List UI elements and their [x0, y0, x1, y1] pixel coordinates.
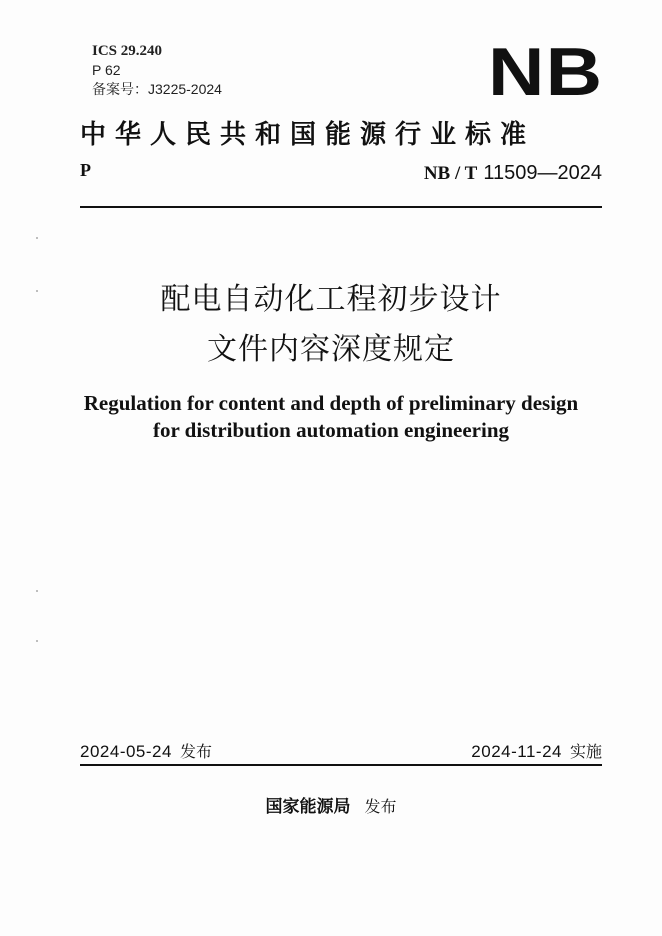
publish-label: 发布 [179, 742, 212, 761]
standard-number-prefix: NB / T [423, 163, 478, 184]
standard-number-value: 11509—2024 [483, 162, 602, 184]
publish-date-row [80, 739, 212, 762]
scan-speck [36, 237, 38, 239]
top-divider [80, 206, 602, 208]
classification-block [92, 42, 222, 99]
issuer-line [0, 792, 662, 817]
nb-logo: NB [488, 34, 604, 110]
scan-speck [36, 590, 38, 592]
scan-speck [36, 640, 38, 642]
standard-number [424, 162, 602, 185]
category-code: P 62 [92, 62, 121, 78]
standard-organization-title: 中华人民共和国能源行业标准 [80, 120, 536, 150]
publish-date: 2024-05-24 [80, 742, 172, 761]
standard-category: P [80, 160, 91, 180]
title-cn-line2: 文件内容深度规定 [207, 332, 455, 367]
title-en-line1: Regulation for content and depth of preliminary design [83, 391, 579, 415]
record-number: 备案号：J3225-2024 [92, 81, 222, 97]
issuer-organization: 国家能源局 [265, 797, 351, 817]
implement-date: 2024-11-24 [471, 742, 562, 761]
implement-label: 实施 [569, 742, 602, 761]
ics-code: ICS 29.240 [92, 43, 163, 59]
scan-speck [36, 290, 38, 292]
title-en-line2: for distribution automation engineering [152, 418, 510, 442]
issuer-label: 发布 [364, 797, 397, 816]
title-cn-line1: 配电自动化工程初步设计 [160, 282, 502, 317]
bottom-divider [80, 764, 602, 766]
implement-date-row [471, 739, 602, 762]
